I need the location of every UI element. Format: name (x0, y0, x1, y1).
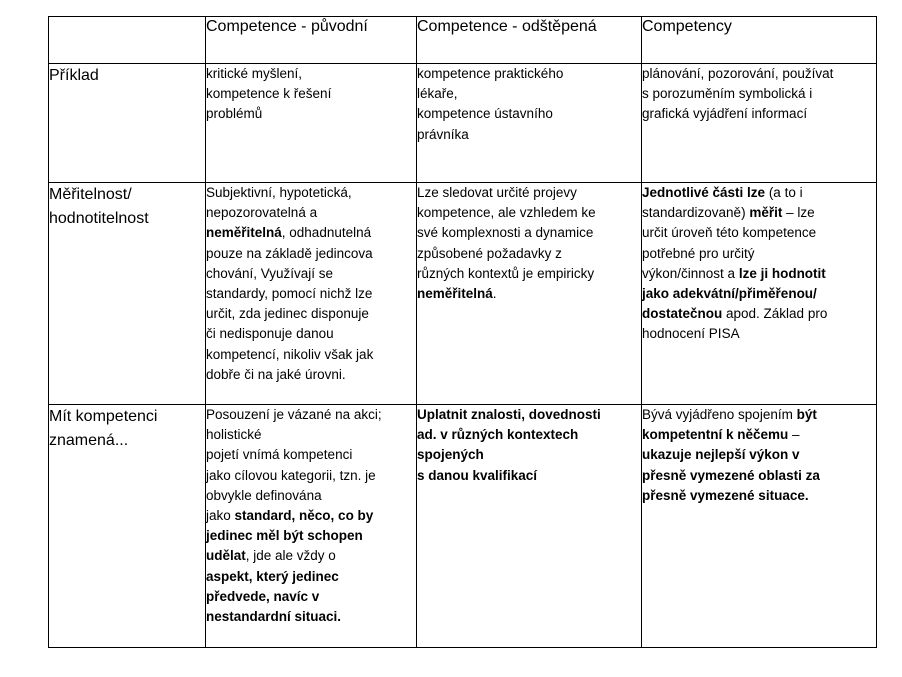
text: kompetence ústavního (417, 106, 553, 122)
bold-text: dostatečnou (642, 306, 723, 322)
bold-text: přesně vymezené situace. (642, 487, 809, 503)
header-row (49, 17, 877, 64)
text: kompetencí, nikoliv však jak (206, 346, 374, 362)
table-cell (206, 64, 417, 183)
cell-line (642, 264, 876, 284)
bold-text: neměřitelná (206, 225, 282, 241)
cell-line (206, 64, 416, 84)
cell-line (642, 425, 876, 445)
text: jako cílovou kategorii, tzn. je (206, 467, 376, 483)
cell-line (642, 104, 876, 124)
text: kompetence, ale vzhledem ke (417, 205, 596, 221)
bold-text: neměřitelná (417, 286, 493, 302)
bold-text: kompetentní k něčemu (642, 427, 789, 443)
cell-line (417, 284, 641, 304)
text: . (492, 286, 497, 302)
text: obvykle definována (206, 487, 322, 503)
row-label-line: Mít kompetenci (49, 408, 158, 425)
bold-text: spojených (417, 447, 484, 463)
row-meaning (49, 405, 877, 648)
cell-line (417, 445, 641, 465)
cell-line (642, 203, 876, 223)
cell-line (206, 223, 416, 243)
cell-line (417, 125, 641, 145)
cell-line (417, 405, 641, 425)
cell-line (417, 466, 641, 486)
text: standardy, pomocí nichž lze (206, 286, 373, 302)
text: kritické myšlení, (206, 66, 303, 81)
bold-text: ad. v různých kontextech (417, 427, 579, 443)
row-example (49, 64, 877, 183)
cell-line (417, 244, 641, 264)
cell-line (417, 183, 641, 203)
text: určit, zda jedinec disponuje (206, 306, 369, 322)
table-cell (417, 64, 642, 183)
cell-line (206, 567, 416, 587)
row-label (49, 183, 206, 405)
text: Lze sledovat určité projevy (417, 185, 577, 200)
text: hodnocení PISA (642, 326, 740, 342)
cell-line (642, 84, 876, 104)
cell-line (206, 104, 416, 124)
cell-line (642, 183, 876, 203)
cell-line (642, 284, 876, 304)
table-cell (206, 405, 417, 648)
cell-line (642, 64, 876, 84)
competence-table (48, 16, 877, 648)
cell-line (206, 405, 416, 425)
text: Subjektivní, hypotetická, (206, 185, 352, 200)
cell-line (642, 466, 876, 486)
text: dobře či na jaké úrovni. (206, 366, 346, 382)
table-cell (206, 183, 417, 405)
cell-line (642, 486, 876, 506)
cell-line (206, 304, 416, 324)
text: způsobené požadavky z (417, 245, 562, 261)
text: – lze (782, 205, 815, 221)
text: Posouzení je vázané na akci; (206, 407, 382, 422)
row-label-line: Příklad (49, 67, 99, 84)
cell-line (642, 324, 876, 344)
cell-line (642, 244, 876, 264)
cell-line (417, 104, 641, 124)
table-cell (642, 405, 877, 648)
cell-line (206, 445, 416, 465)
cell-line (206, 244, 416, 264)
cell-line (206, 486, 416, 506)
cell-line (206, 324, 416, 344)
text: pojetí vnímá kompetenci (206, 447, 353, 463)
bold-text: předvede, navíc v (206, 588, 320, 604)
cell-line (206, 264, 416, 284)
row-label-line: hodnotitelnost (49, 210, 149, 227)
text: Bývá vyjádřeno spojením (642, 407, 797, 422)
text: plánování, pozorování, používat (642, 66, 834, 81)
text: kompetence praktického (417, 66, 564, 81)
text: kompetence k řešení (206, 86, 332, 102)
table-cell (417, 183, 642, 405)
row-label (49, 405, 206, 648)
cell-line (417, 264, 641, 284)
table-cell (642, 64, 877, 183)
bold-text: lze ji hodnotit (738, 265, 826, 281)
cell-line (206, 526, 416, 546)
table-cell (417, 405, 642, 648)
cell-line (206, 466, 416, 486)
text: právníka (417, 126, 469, 142)
text: jako (206, 508, 235, 524)
cell-line (417, 223, 641, 243)
cell-line (642, 445, 876, 465)
cell-line (642, 304, 876, 324)
cell-line (642, 405, 876, 425)
bold-text: měřit (749, 205, 783, 221)
text: určit úroveň této kompetence (642, 225, 817, 241)
bold-text: být (796, 407, 817, 422)
text: , jde ale vždy o (245, 548, 336, 564)
header-cell-competency: Competency (642, 17, 877, 64)
text: standardizovaně) (642, 205, 750, 221)
bold-text: s danou kvalifikací (417, 467, 538, 483)
text: výkon/činnost a (642, 265, 739, 281)
cell-line (206, 506, 416, 526)
text: problémů (206, 106, 263, 122)
bold-text: ukazuje nejlepší výkon v (642, 447, 800, 463)
bold-text: nestandardní situaci. (206, 609, 342, 625)
bold-text: jako adekvátní/přiměřenou/ (642, 286, 817, 302)
text: lékaře, (417, 86, 458, 102)
bold-text: udělat (206, 548, 246, 564)
text: různých kontextů je empiricky (417, 265, 595, 281)
text: potřebné pro určitý (642, 245, 755, 261)
bold-text: standard, něco, co by (234, 508, 374, 524)
cell-line (417, 84, 641, 104)
row-label-line: Měřitelnost/ (49, 186, 132, 203)
cell-line (206, 546, 416, 566)
bold-text: jedinec měl být schopen (206, 528, 363, 544)
bold-text: přesně vymezené oblasti za (642, 467, 820, 483)
text: apod. Základ pro (722, 306, 828, 322)
text: pouze na základě jedincova (206, 245, 373, 261)
text: své komplexnosti a dynamice (417, 225, 594, 241)
cell-line (417, 425, 641, 445)
text: chování, Využívají se (206, 265, 334, 281)
bold-text: Uplatnit znalosti, dovednosti (417, 407, 601, 422)
text: (a to i (765, 185, 803, 200)
cell-line (417, 64, 641, 84)
row-measurability (49, 183, 877, 405)
cell-line (206, 84, 416, 104)
header-cell-split: Competence - odštěpená (417, 17, 642, 64)
cell-line (206, 425, 416, 445)
row-label-line: znamená... (49, 432, 129, 449)
cell-line (206, 365, 416, 385)
header-cell-empty (49, 17, 206, 64)
cell-line (206, 345, 416, 365)
text: nepozorovatelná a (206, 205, 318, 221)
cell-line (206, 284, 416, 304)
text: grafická vyjádření informací (642, 106, 808, 122)
row-label (49, 64, 206, 183)
cell-line (206, 607, 416, 627)
table-cell (642, 183, 877, 405)
cell-line (642, 223, 876, 243)
text: s porozuměním symbolická i (642, 86, 813, 102)
text: holistické (206, 427, 262, 443)
bold-text: aspekt, který jedinec (206, 568, 339, 584)
cell-line (417, 203, 641, 223)
header-cell-original: Competence - původní (206, 17, 417, 64)
cell-line (206, 183, 416, 203)
text: či nedisponuje danou (206, 326, 334, 342)
cell-line (206, 203, 416, 223)
bold-text: Jednotlivé části lze (642, 185, 766, 200)
cell-line (206, 587, 416, 607)
text: – (788, 427, 800, 443)
text: , odhadnutelná (281, 225, 372, 241)
